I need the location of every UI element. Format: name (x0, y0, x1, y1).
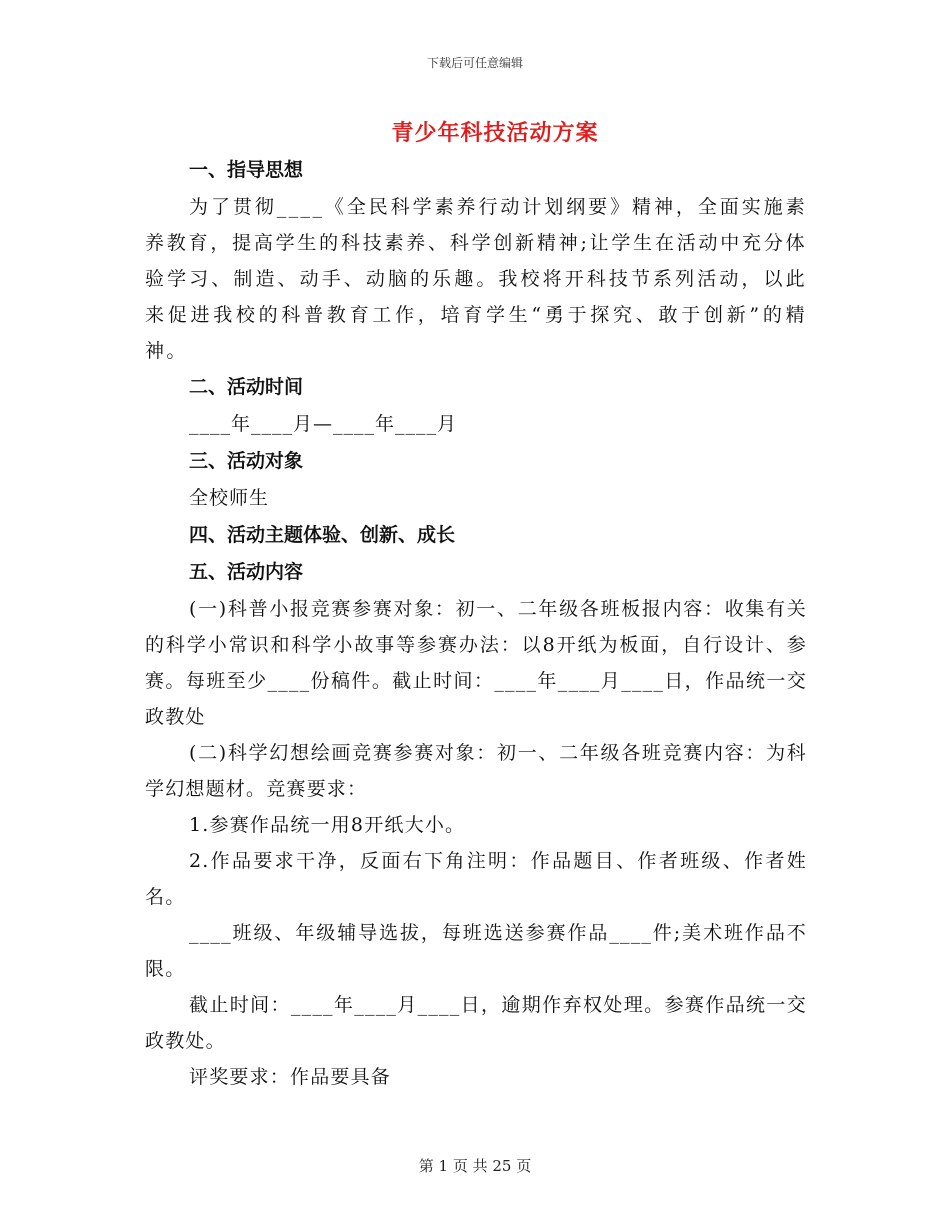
document-body (145, 152, 807, 1095)
guiding-ideology-paragraph: 为了贯彻____《全民科学素养行动计划纲要》精神，全面实施素养教育，提高学生的科技素养、科学创新精神;让学生在活动中充分体验学习、制造、动手、动脑的乐趣。我校将开科技节系列活动，以此来促进我校的科普教育工作，培育学生“勇于探究、敢于创新”的精神。 (145, 196, 807, 362)
section-heading-activity-content: 五、活动内容 (189, 561, 304, 583)
section-heading-activity-time: 二、活动时间 (189, 376, 304, 398)
section-heading-activity-target: 三、活动对象 (189, 450, 304, 472)
page-header-note: 下载后可任意编辑 (426, 56, 523, 70)
activity-target-text: 全校师生 (189, 487, 270, 509)
activity-time-text: ____年____月—____年____月 (189, 413, 458, 435)
requirement-item-1: 1.参赛作品统一用8开纸大小。 (189, 814, 466, 836)
award-requirement-paragraph: 评奖要求：作品要具备 (189, 1066, 392, 1088)
requirement-item-2: 2.作品要求干净，反面右下角注明：作品题目、作者班级、作者姓名。 (145, 850, 807, 908)
page-number-footer: 第 1 页 共 25 页 (418, 1157, 532, 1175)
section-heading-activity-theme: 四、活动主题体验、创新、成长 (189, 524, 456, 546)
document-title: 青少年科技活动方案 (391, 120, 599, 146)
deadline-paragraph: 截止时间：____年____月____日，逾期作弃权处理。参赛作品统一交政教处。 (145, 994, 807, 1052)
requirement-item-3: ____班级、年级辅导选拔，每班选送参赛作品____件;美术班作品不限。 (145, 922, 807, 980)
section-heading-guiding-ideology: 一、指导思想 (189, 159, 304, 181)
content-item-science-newspaper: (一)科普小报竞赛参赛对象：初一、二年级各班板报内容：收集有关的科学小常识和科学小故事等参赛办法：以8开纸为板面，自行设计、参赛。每班至少____份稿件。截止时间：____年____月____日，作品统一交政教处 (145, 598, 807, 728)
content-item-science-fantasy-painting: (二)科学幻想绘画竞赛参赛对象：初一、二年级各班竞赛内容：为科学幻想题材。竞赛要求： (145, 742, 807, 800)
